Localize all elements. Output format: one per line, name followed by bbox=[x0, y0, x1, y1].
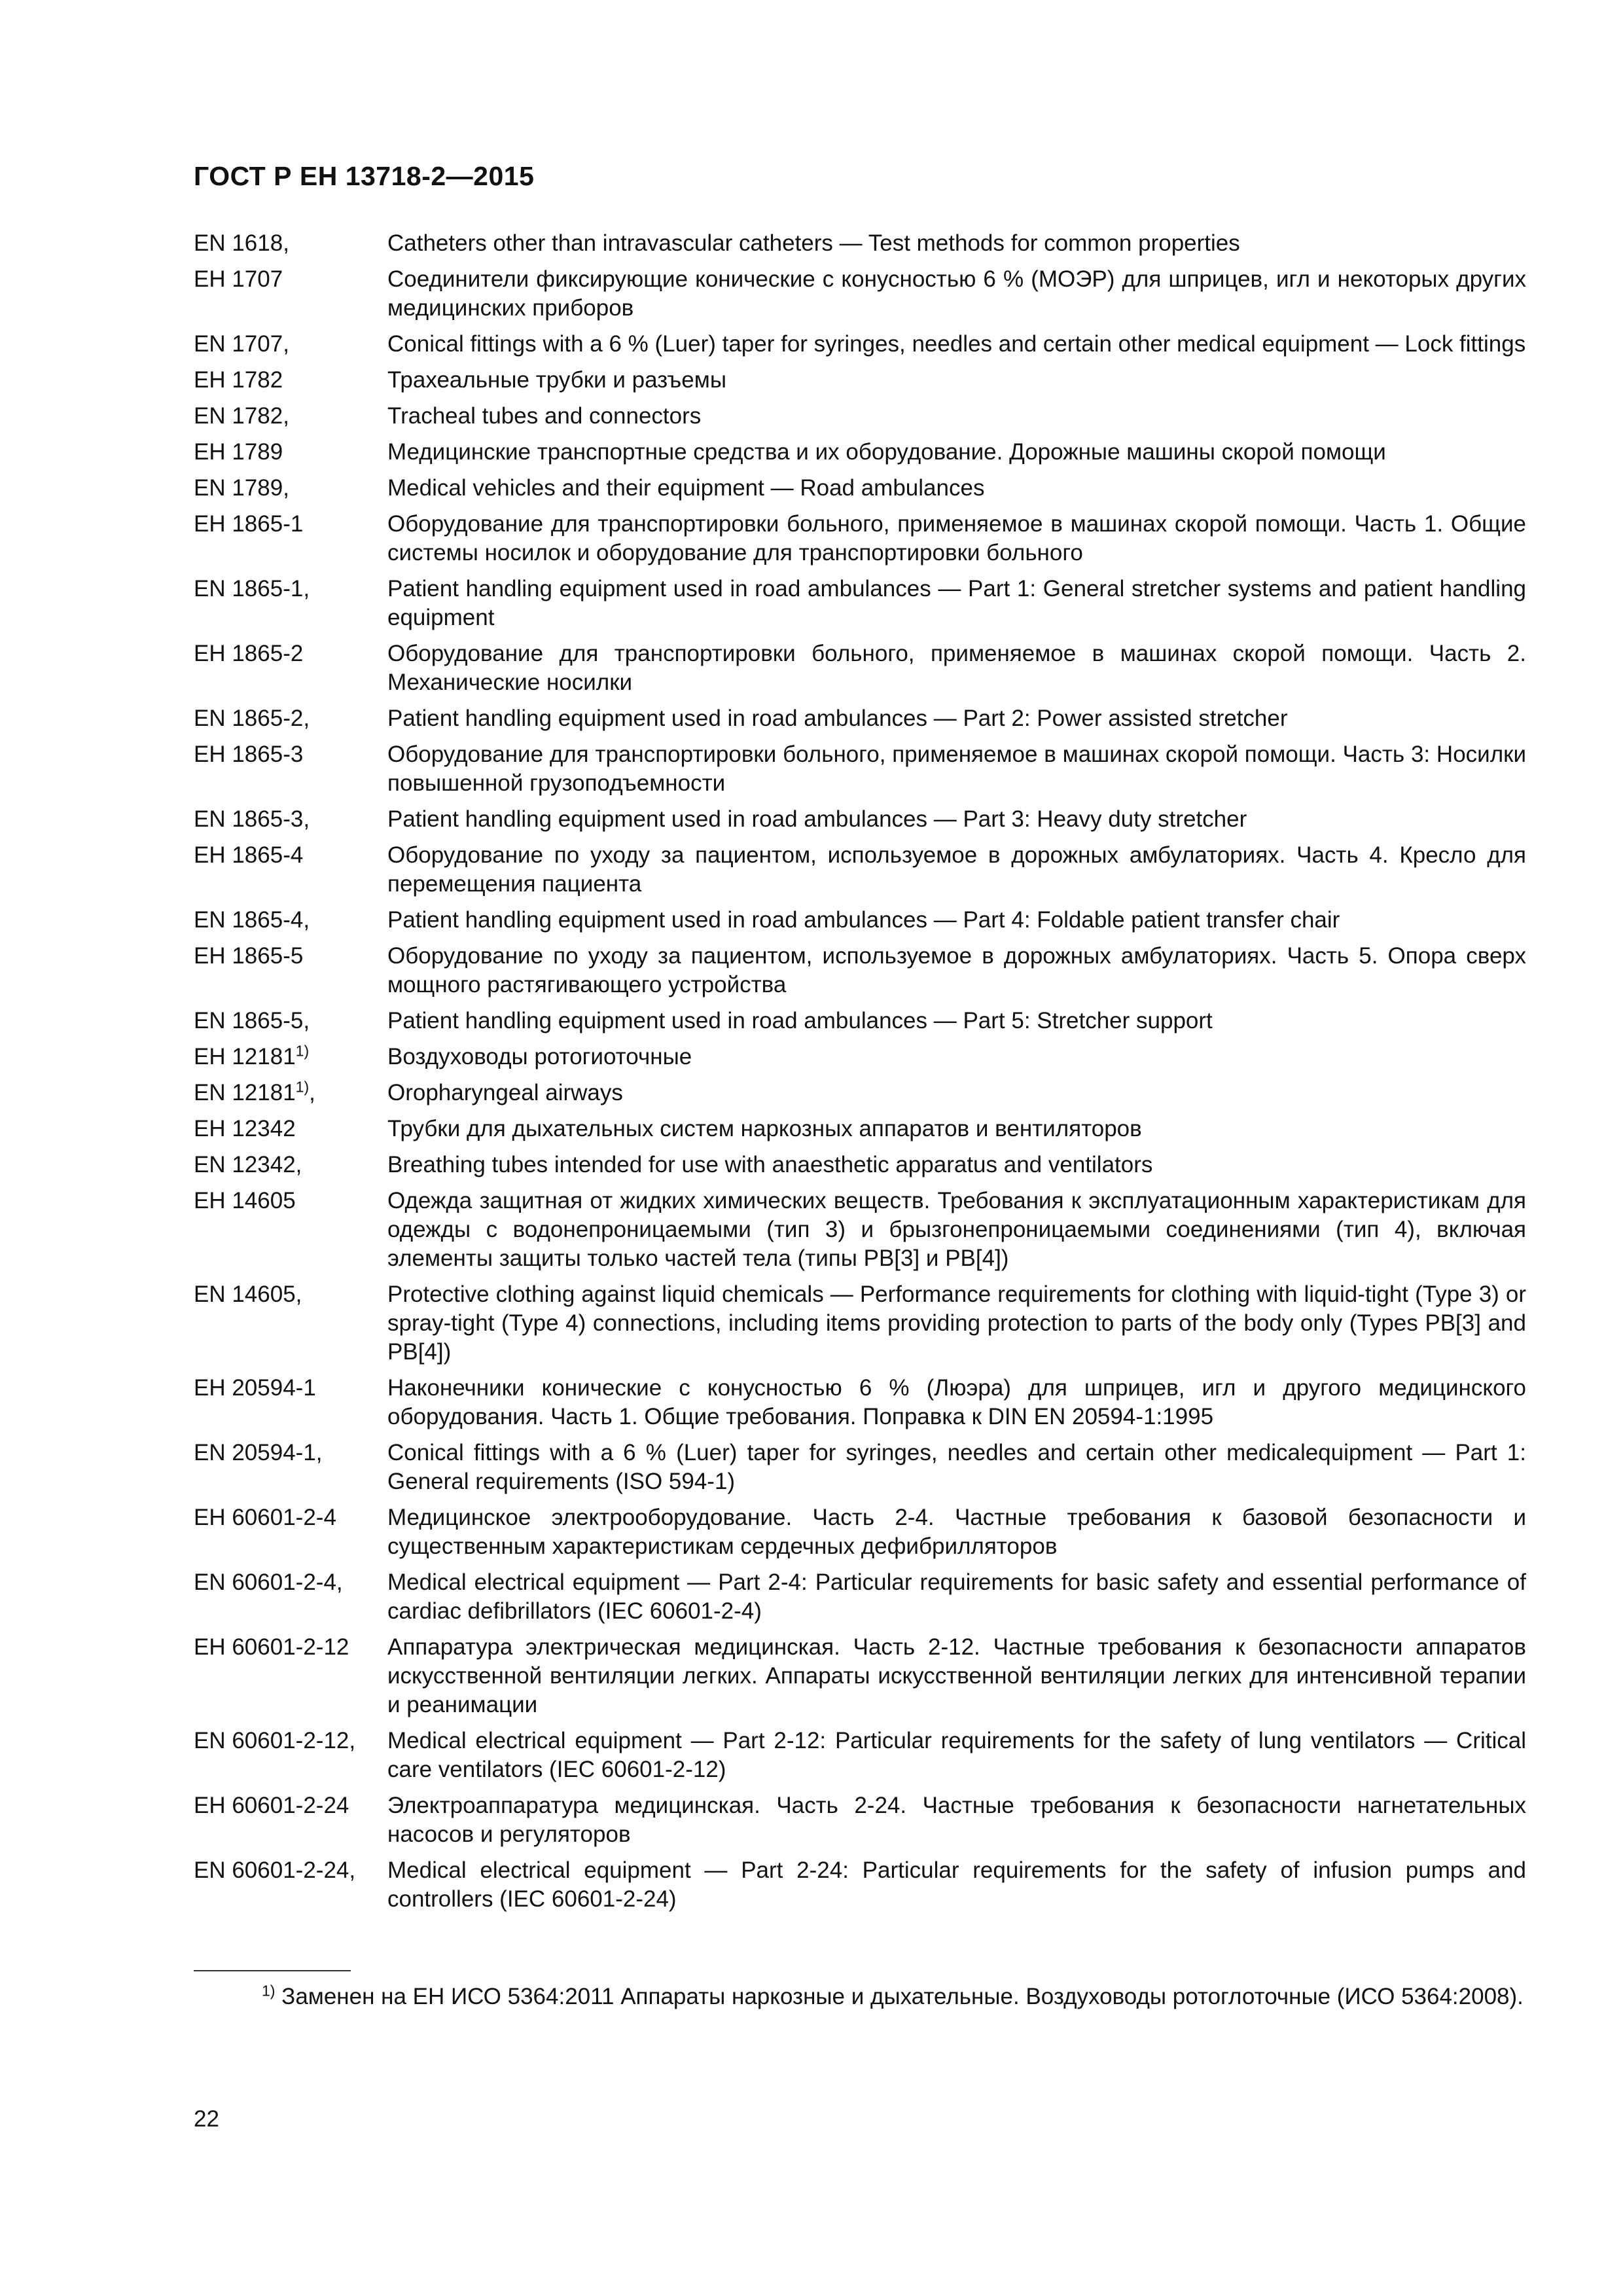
reference-code-text: EN 1618, bbox=[194, 230, 289, 256]
reference-row bbox=[194, 1007, 1526, 1035]
reference-title: Patient handling equipment used in road ambulances — Part 5: Stretcher support bbox=[387, 1008, 1213, 1033]
reference-row bbox=[194, 1115, 1526, 1143]
reference-title: Patient handling equipment used in road ambulances — Part 2: Power assisted stretcher bbox=[387, 706, 1288, 731]
reference-code-text: EN 1865-4, bbox=[194, 907, 310, 933]
reference-title: Breathing tubes intended for use with anaesthetic apparatus and ventilators bbox=[387, 1152, 1153, 1177]
reference-code bbox=[194, 1007, 387, 1035]
reference-code-text: ЕН 60601-2-4 bbox=[194, 1505, 336, 1530]
reference-row bbox=[194, 1439, 1526, 1496]
reference-code-text: EN 1865-1, bbox=[194, 576, 310, 601]
reference-title: Оборудование для транспортировки больного, применяемое в машинах скорой помощи. Часть 1. Общие системы носилок и оборудование для транспортировки больного bbox=[387, 511, 1526, 565]
reference-title: Conical fittings with a 6 % (Luer) taper for syringes, needles and certain other medicalequipment — Part 1: General requirements (ISO 594-1) bbox=[387, 1440, 1526, 1494]
reference-code-text: ЕН 60601-2-24 bbox=[194, 1793, 349, 1818]
reference-code bbox=[194, 740, 387, 769]
reference-code-text: ЕН 12342 bbox=[194, 1116, 296, 1141]
reference-code bbox=[194, 575, 387, 603]
reference-row bbox=[194, 474, 1526, 503]
reference-code-text: EN 60601-2-4, bbox=[194, 1570, 343, 1595]
reference-code-text: EN 1865-5, bbox=[194, 1008, 310, 1033]
reference-row bbox=[194, 1187, 1526, 1273]
footnote-divider bbox=[194, 1970, 351, 1971]
reference-row bbox=[194, 805, 1526, 834]
reference-code-text: EN 1865-2, bbox=[194, 706, 310, 731]
reference-code-suffix: , bbox=[309, 1080, 315, 1105]
reference-code-text: EN 1789, bbox=[194, 475, 289, 501]
reference-title: Одежда защитная от жидких химических веществ. Требования к эксплуатационным характеристикам для одежды с водонепроницаемыми (тип 3) и брызгонепроницаемыми соединениями (тип 4), включая элементы защиты только частей тела (типы PB[3] и PB[4]) bbox=[387, 1188, 1526, 1271]
reference-code bbox=[194, 402, 387, 431]
reference-code bbox=[194, 265, 387, 294]
reference-title: Оборудование по уходу за пациентом, используемое в дорожных амбулаториях. Часть 4. Кресло для перемещения пациента bbox=[387, 842, 1526, 897]
footnote-text: Заменен на ЕН ИСО 5364:2011 Аппараты наркозные и дыхательные. Воздуховоды ротоглоточные (ИСО 5364:2008). bbox=[275, 1984, 1524, 2009]
normative-references-list bbox=[194, 229, 1526, 1921]
reference-code bbox=[194, 438, 387, 467]
reference-row bbox=[194, 906, 1526, 935]
reference-code bbox=[194, 1115, 387, 1143]
reference-code bbox=[194, 1727, 387, 1755]
reference-code-text: EN 60601-2-12, bbox=[194, 1728, 356, 1753]
reference-code-text: EN 1782, bbox=[194, 403, 289, 429]
reference-code bbox=[194, 1280, 387, 1309]
reference-title: Медицинское электрооборудование. Часть 2-4. Частные требования к базовой безопасности и существенным характеристикам сердечных дефибрилляторов bbox=[387, 1505, 1526, 1559]
reference-row bbox=[194, 1151, 1526, 1179]
reference-code bbox=[194, 1374, 387, 1403]
reference-row bbox=[194, 575, 1526, 632]
reference-code bbox=[194, 1439, 387, 1467]
reference-code bbox=[194, 942, 387, 971]
document-header: ГОСТ Р ЕН 13718-2—2015 bbox=[194, 161, 535, 191]
reference-title: Patient handling equipment used in road ambulances — Part 4: Foldable patient transfer chair bbox=[387, 907, 1340, 933]
reference-code-text: ЕН 1865-4 bbox=[194, 842, 304, 868]
reference-row bbox=[194, 1791, 1526, 1849]
reference-row bbox=[194, 510, 1526, 567]
reference-row bbox=[194, 438, 1526, 467]
reference-code bbox=[194, 1187, 387, 1215]
reference-row bbox=[194, 704, 1526, 733]
reference-row bbox=[194, 1856, 1526, 1914]
reference-code-text: ЕН 1865-3 bbox=[194, 742, 304, 767]
reference-code-text: EN 12181 bbox=[194, 1080, 296, 1105]
footnote-reference-marker: 1) bbox=[295, 1078, 310, 1096]
reference-code-text: ЕН 1865-1 bbox=[194, 511, 304, 537]
reference-title: Catheters other than intravascular catheters — Test methods for common properties bbox=[387, 230, 1240, 256]
reference-title: Трубки для дыхательных систем наркозных аппаратов и вентиляторов bbox=[387, 1116, 1142, 1141]
reference-code-text: EN 1865-3, bbox=[194, 806, 310, 832]
reference-title: Электроаппаратура медицинская. Часть 2-24. Частные требования к безопасности нагнетательных насосов и регуляторов bbox=[387, 1793, 1526, 1847]
footnote-reference-marker: 1) bbox=[295, 1042, 310, 1060]
reference-title: Medical vehicles and their equipment — Road ambulances bbox=[387, 475, 985, 501]
reference-title: Patient handling equipment used in road ambulances — Part 1: General stretcher systems and patient handling equipment bbox=[387, 576, 1526, 630]
reference-row bbox=[194, 942, 1526, 999]
footnote bbox=[194, 1982, 1526, 2012]
reference-title: Patient handling equipment used in road ambulances — Part 3: Heavy duty stretcher bbox=[387, 806, 1247, 832]
reference-row bbox=[194, 639, 1526, 697]
reference-title: Аппаратура электрическая медицинская. Часть 2-12. Частные требования к безопасности аппаратов искусственной вентиляции легких. Аппараты искусственной вентиляции легких для интенсивной терапии и реанимации bbox=[387, 1634, 1526, 1717]
reference-code-text: EN 12342, bbox=[194, 1152, 302, 1177]
reference-code bbox=[194, 474, 387, 503]
reference-row bbox=[194, 1633, 1526, 1719]
reference-code bbox=[194, 841, 387, 870]
reference-row bbox=[194, 1727, 1526, 1784]
reference-code bbox=[194, 639, 387, 668]
reference-code-text: ЕН 1782 bbox=[194, 367, 283, 393]
reference-code bbox=[194, 1791, 387, 1820]
reference-code bbox=[194, 1079, 387, 1107]
reference-code-text: ЕН 1707 bbox=[194, 266, 283, 292]
reference-code-text: ЕН 60601-2-12 bbox=[194, 1634, 349, 1660]
reference-code bbox=[194, 1043, 387, 1071]
reference-code bbox=[194, 1568, 387, 1597]
reference-code bbox=[194, 229, 387, 258]
reference-row bbox=[194, 1568, 1526, 1626]
reference-row bbox=[194, 1043, 1526, 1071]
reference-title: Oropharyngeal airways bbox=[387, 1080, 623, 1105]
reference-row bbox=[194, 402, 1526, 431]
reference-title: Соединители фиксирующие конические с конусностью 6 % (МОЭР) для шприцев, игл и некоторых других медицинских приборов bbox=[387, 266, 1526, 321]
reference-title: Наконечники конические с конусностью 6 % (Люэра) для шприцев, игл и другого медицинского оборудования. Часть 1. Общие требования. Поправка к DIN EN 20594-1:1995 bbox=[387, 1375, 1526, 1429]
reference-code-text: EN 20594-1, bbox=[194, 1440, 323, 1465]
reference-code bbox=[194, 704, 387, 733]
reference-code bbox=[194, 1856, 387, 1885]
reference-row bbox=[194, 841, 1526, 899]
reference-code bbox=[194, 1503, 387, 1532]
reference-code bbox=[194, 366, 387, 395]
reference-code bbox=[194, 1151, 387, 1179]
reference-row bbox=[194, 366, 1526, 395]
reference-title: Medical electrical equipment — Part 2-12: Particular requirements for the safety of lung ventilators — Critical care ventilators (IEC 60601-2-12) bbox=[387, 1728, 1526, 1782]
reference-title: Медицинские транспортные средства и их оборудование. Дорожные машины скорой помощи bbox=[387, 439, 1386, 465]
reference-title: Оборудование для транспортировки больного, применяемое в машинах скорой помощи. Часть 2. Механические носилки bbox=[387, 641, 1526, 695]
footnote-marker: 1) bbox=[262, 1982, 276, 2000]
reference-code-text: ЕН 1865-5 bbox=[194, 943, 304, 969]
reference-row bbox=[194, 1280, 1526, 1367]
page-number: 22 bbox=[194, 2106, 219, 2132]
reference-code bbox=[194, 330, 387, 359]
reference-code-text: ЕН 14605 bbox=[194, 1188, 296, 1213]
reference-code-text: EN 60601-2-24, bbox=[194, 1857, 356, 1883]
reference-row bbox=[194, 740, 1526, 798]
reference-title: Трахеальные трубки и разъемы bbox=[387, 367, 726, 393]
reference-row bbox=[194, 229, 1526, 258]
reference-code bbox=[194, 510, 387, 539]
reference-code bbox=[194, 906, 387, 935]
reference-code-text: ЕН 20594-1 bbox=[194, 1375, 316, 1401]
reference-code bbox=[194, 805, 387, 834]
reference-row bbox=[194, 1374, 1526, 1431]
reference-code-text: ЕН 12181 bbox=[194, 1044, 296, 1069]
reference-code-text: EN 14605, bbox=[194, 1282, 302, 1307]
reference-title: Medical electrical equipment — Part 2-4: Particular requirements for basic safety and essential performance of cardiac defibrillators (IEC 60601-2-4) bbox=[387, 1570, 1526, 1624]
reference-title: Оборудование для транспортировки больного, применяемое в машинах скорой помощи. Часть 3: Носилки повышенной грузоподъемности bbox=[387, 742, 1526, 796]
reference-code-text: ЕН 1789 bbox=[194, 439, 283, 465]
reference-title: Medical electrical equipment — Part 2-24: Particular requirements for the safety of infusion pumps and controllers (IEC 60601-2-24) bbox=[387, 1857, 1526, 1912]
reference-title: Воздуховоды ротогиоточные bbox=[387, 1044, 692, 1069]
reference-code-text: ЕН 1865-2 bbox=[194, 641, 304, 666]
reference-title: Оборудование по уходу за пациентом, используемое в дорожных амбулаториях. Часть 5. Опора сверх мощного растягивающего устройства bbox=[387, 943, 1526, 997]
reference-row bbox=[194, 1503, 1526, 1561]
reference-title: Conical fittings with a 6 % (Luer) taper for syringes, needles and certain other medical equipment — Lock fittings bbox=[387, 331, 1526, 357]
reference-code bbox=[194, 1633, 387, 1662]
reference-row bbox=[194, 1079, 1526, 1107]
reference-title: Tracheal tubes and connectors bbox=[387, 403, 702, 429]
reference-row bbox=[194, 330, 1526, 359]
reference-title: Protective clothing against liquid chemicals — Performance requirements for clothing with liquid-tight (Type 3) or spray-tight (Type 4) connections, including items providing protection to parts of the body only (Types PB[3] and PB[4]) bbox=[387, 1282, 1526, 1365]
reference-code-text: EN 1707, bbox=[194, 331, 289, 357]
reference-row bbox=[194, 265, 1526, 323]
